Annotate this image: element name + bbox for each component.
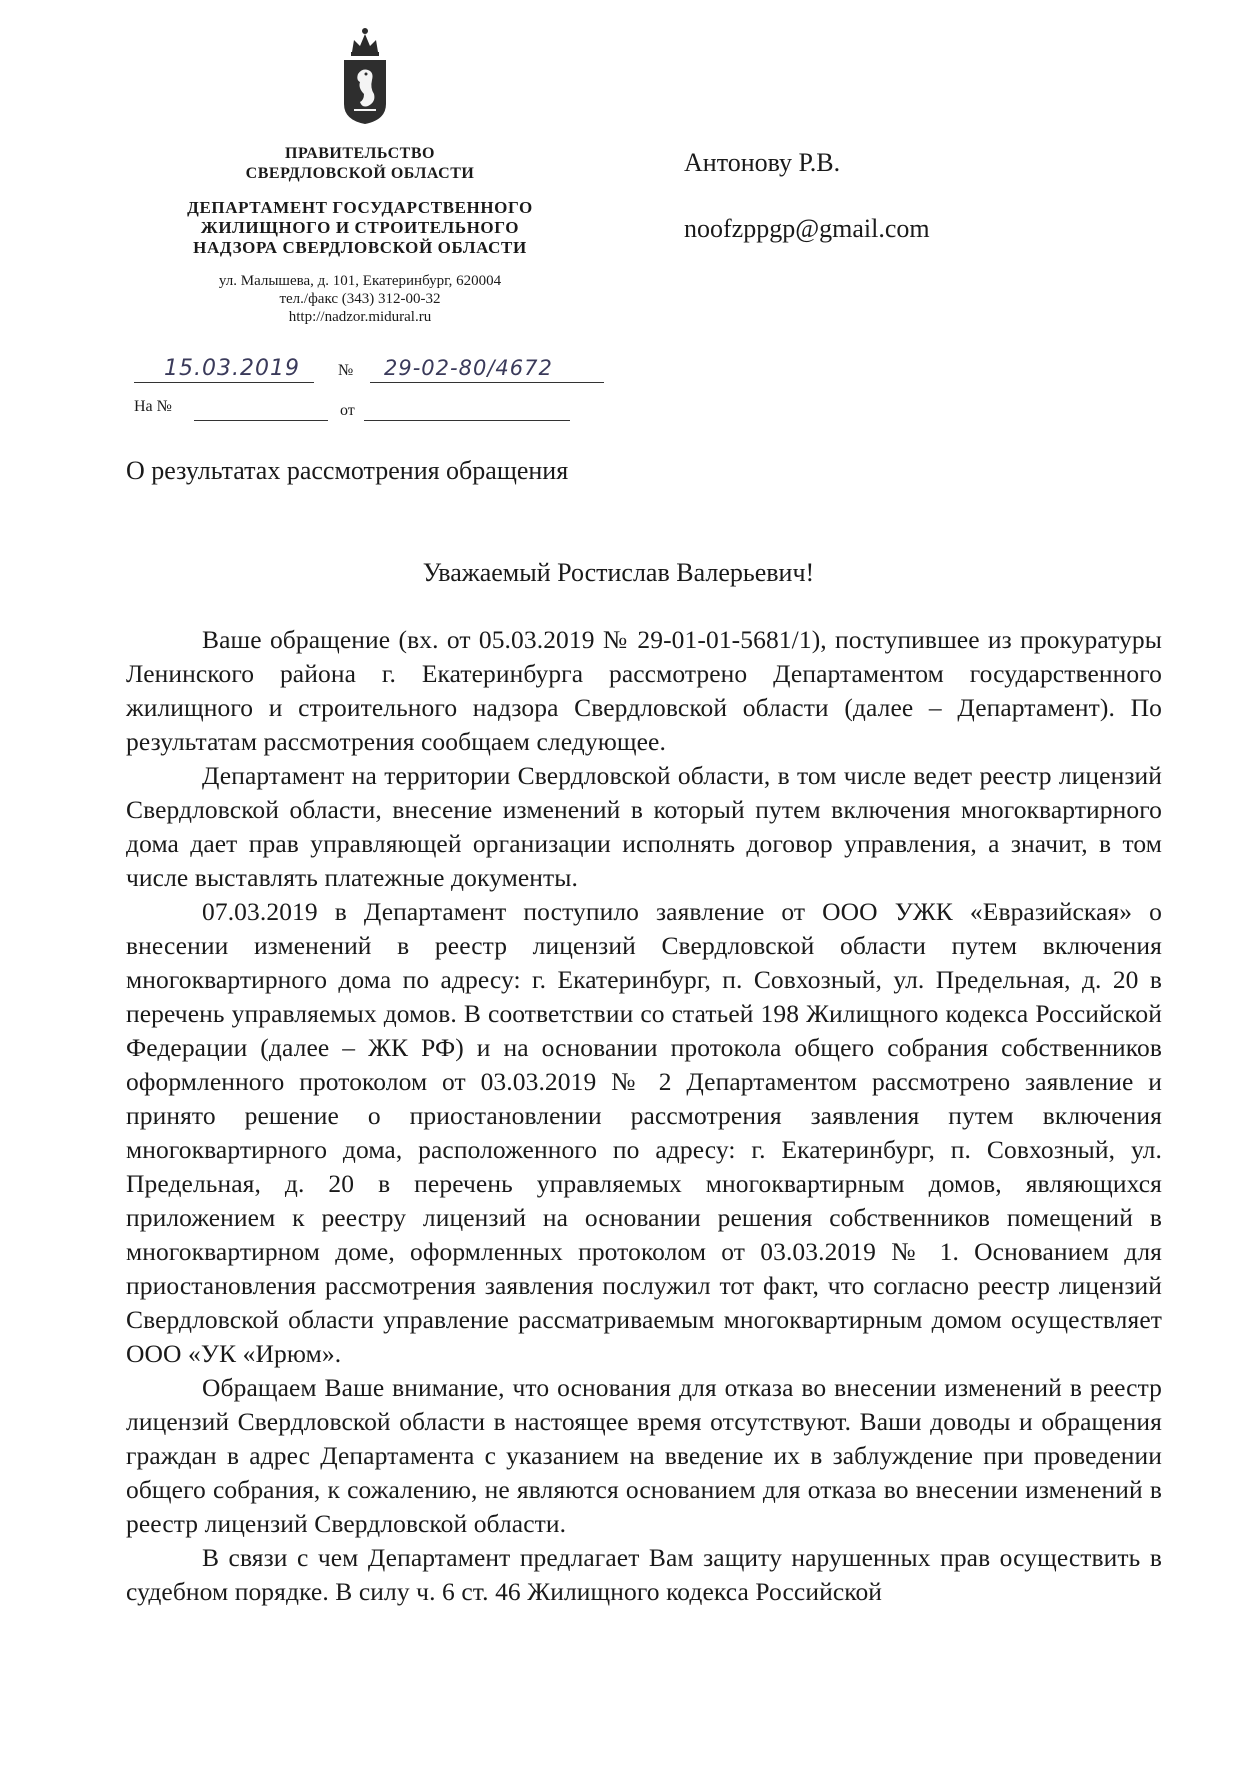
recipient-name: Антонову Р.В. [684,148,841,177]
reference-number-label: На № [134,398,172,415]
department-title: ДЕПАРТАМЕНТ ГОСУДАРСТВЕННОГО ЖИЛИЩНОГО И СТРОИТЕЛЬНОГО НАДЗОРА СВЕРДЛОВСКОЙ ОБЛАСТИ [187,198,533,257]
handwritten-date: 15.03.2019 [164,356,300,381]
reference-line [134,396,604,426]
paragraph: В связи с чем Департамент предлагает Вам защиту нарушенных прав осуществить в судебном порядке. В силу ч. 6 ст. 46 Жилищного кодекса Российской [126,1543,1162,1606]
registration-line [134,356,604,386]
letter-body [126,623,1162,1609]
reference-date-blank [364,420,570,421]
salutation: Уважаемый Ростислав Валерьевич! [422,558,815,587]
paragraph: Обращаем Ваше внимание, что основания для отказа во внесении изменений в реестр лицензий Свердловской области в настоящее время отсутствуют. Ваши доводы и обращения граждан в адрес Департамента с указанием на введение их в заблуждение при проведении общего собрания, к сожалению, не являются основанием для отказа во внесении изменений в реестр лицензий Свердловской области. [126,1373,1162,1538]
paragraph: 07.03.2019 в Департамент поступило заявление от ООО УЖК «Евразийская» о внесении изменений в реестр лицензий Свердловской области путем включения многоквартирного дома по адресу: г. Екатеринбург, п. Совхозный, ул. Предельная, д. 20 в перечень управляемых домов. В соответствии со статьей 198 Жилищного кодекса Российской Федерации (далее – ЖК РФ) и на основании протокола общего собрания собственников оформленного протоколом от 03.03.2019 № 2 Департаментом рассмотрено заявление и принято решение о приостановлении рассмотрения заявления путем включения многоквартирного дома, расположенного по адресу: г. Екатеринбург, п. Совхозный, ул. Предельная, д. 20 в перечень управляемых многоквартирным домов, являющихся приложением к реестру лицензий на основании решения собственников помещений в многоквартирном доме, оформленных протоколом от 03.03.2019 № 1. Основанием для приостановления рассмотрения заявления послужил тот факт, что согласно реестр лицензий Свердловской области управление рассматриваемым многоквартирным домом осуществляет ООО «УК «Ирюм». [126,897,1162,1368]
letterhead [120,144,600,326]
paragraph: Ваше обращение (вх. от 05.03.2019 № 29-01-01-5681/1), поступившее из прокуратуры Ленинского района г. Екатеринбурга рассмотрено Департаментом государственного жилищного и строительного надзора Свердловской области (далее – Департамент). По результатам рассмотрения сообщаем следующее. [126,625,1162,756]
handwritten-number: 29-02-80/4672 [384,356,553,380]
government-title: ПРАВИТЕЛЬСТВО СВЕРДЛОВСКОЙ ОБЛАСТИ [245,145,475,182]
reference-date-label: от [340,402,355,419]
number-label: № [338,362,354,379]
letter-subject: О результатах рассмотрения обращения [126,456,569,485]
reference-number-blank [194,420,328,421]
recipient-email: noofzppgp@gmail.com [684,214,930,243]
paragraph: Департамент на территории Свердловской области, в том числе ведет реестр лицензий Свердловской области, внесение изменений в который путем включения многоквартирного дома дает прав управляющей организации исполнять договор управления, а значит, в том числе выставлять платежные документы. [126,761,1162,892]
department-contacts: ул. Малышева, д. 101, Екатеринбург, 620004 тел./факс (343) 312-00-32 http://nadzor.midural.ru [218,273,502,325]
number-underline [370,382,604,383]
coat-of-arms-icon [340,22,390,126]
date-underline [134,382,314,383]
